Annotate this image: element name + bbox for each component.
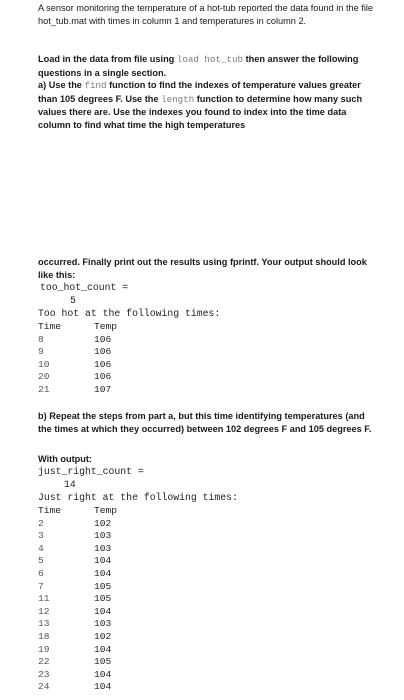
- part-b-instructions: b) Repeat the steps from part a, but this time identifying temperatures (and the times at which they occurred) between 102 degrees F and 105 degrees F.: [38, 411, 372, 434]
- part-a-code-length: length: [161, 93, 195, 105]
- intro-paragraph: A sensor monitoring the temperature of a hot-tub reported the data found in the file hot_tub.mat with times in column 1 and temperatures in column 2.: [38, 3, 374, 26]
- too-hot-count-value: 5: [70, 295, 76, 306]
- just-right-count-label: just_right_count =: [38, 466, 144, 477]
- time-cell: 24: [38, 681, 50, 693]
- time-cell: 9: [38, 346, 44, 358]
- temp-cell: 102: [94, 517, 112, 529]
- too-hot-count-label: too_hot_count =: [40, 282, 129, 293]
- time-cell: 11: [38, 593, 50, 605]
- col-temp-header: Temp: [94, 321, 118, 332]
- time-cell: 21: [38, 383, 50, 395]
- load-text-pre: Load in the data from file using: [38, 54, 177, 64]
- time-cell: 13: [38, 618, 50, 630]
- time-cell: 2: [38, 517, 44, 529]
- time-cell: 12: [38, 605, 50, 617]
- time-cell: 5: [38, 555, 44, 567]
- load-instructions: [38, 53, 374, 79]
- temp-cell: 105: [94, 656, 112, 668]
- time-cell: 19: [38, 643, 50, 655]
- time-cell: 10: [38, 358, 50, 370]
- too-hot-title: Too hot at the following times:: [38, 308, 221, 319]
- col-time-header: Time: [38, 505, 62, 516]
- time-cell: 4: [38, 542, 44, 554]
- part-a-instructions: [38, 79, 374, 131]
- part-a-text2: function to find the indexes of temperature values greater than 105 degrees F. Use the: [38, 80, 361, 104]
- temp-cell: 106: [94, 333, 112, 345]
- load-code: load hot_tub: [176, 54, 244, 65]
- temp-cell: 102: [94, 630, 112, 642]
- temp-cell: 106: [94, 371, 112, 383]
- just-right-title: Just right at the following times:: [38, 492, 238, 503]
- part-a-continued: occurred. Finally print out the results using fprintf. Your output should look like this:: [38, 257, 367, 280]
- col-time-header: Time: [38, 321, 62, 332]
- time-cell: 20: [38, 371, 50, 383]
- time-cell: 23: [38, 668, 50, 680]
- time-cell: 6: [38, 567, 44, 579]
- temp-cell: 105: [94, 580, 112, 592]
- temp-cell: 104: [94, 605, 112, 617]
- time-cell: 3: [38, 530, 44, 542]
- time-cell: 8: [38, 333, 44, 345]
- temp-cell: 103: [94, 618, 112, 630]
- temp-cell: 103: [94, 530, 112, 542]
- part-a-text3: function to determine how many such values there are. Use the indexes you found to index into the time data column to find what time the high temperatures: [38, 93, 363, 130]
- part-a-code-find: find: [84, 80, 107, 91]
- time-cell: 22: [38, 656, 50, 668]
- time-cell: 18: [38, 630, 50, 642]
- temp-cell: 104: [94, 681, 112, 693]
- temp-cell: 107: [94, 383, 112, 395]
- temp-cell: 104: [94, 643, 112, 655]
- temp-cell: 104: [94, 668, 112, 680]
- temp-cell: 104: [94, 567, 112, 579]
- load-text-post: then answer the following questions in a single section.: [38, 54, 359, 78]
- temp-cell: 106: [94, 358, 112, 370]
- part-a-label: a): [38, 80, 47, 90]
- temp-cell: 105: [94, 593, 112, 605]
- just-right-count-value: 14: [64, 479, 76, 490]
- temp-cell: 103: [94, 542, 112, 554]
- temp-cell: 104: [94, 555, 112, 567]
- part-a-text1: Use the: [46, 80, 85, 90]
- time-cell: 7: [38, 580, 44, 592]
- temp-cell: 106: [94, 346, 112, 358]
- with-output-label: With output:: [38, 454, 92, 464]
- col-temp-header: Temp: [94, 505, 118, 516]
